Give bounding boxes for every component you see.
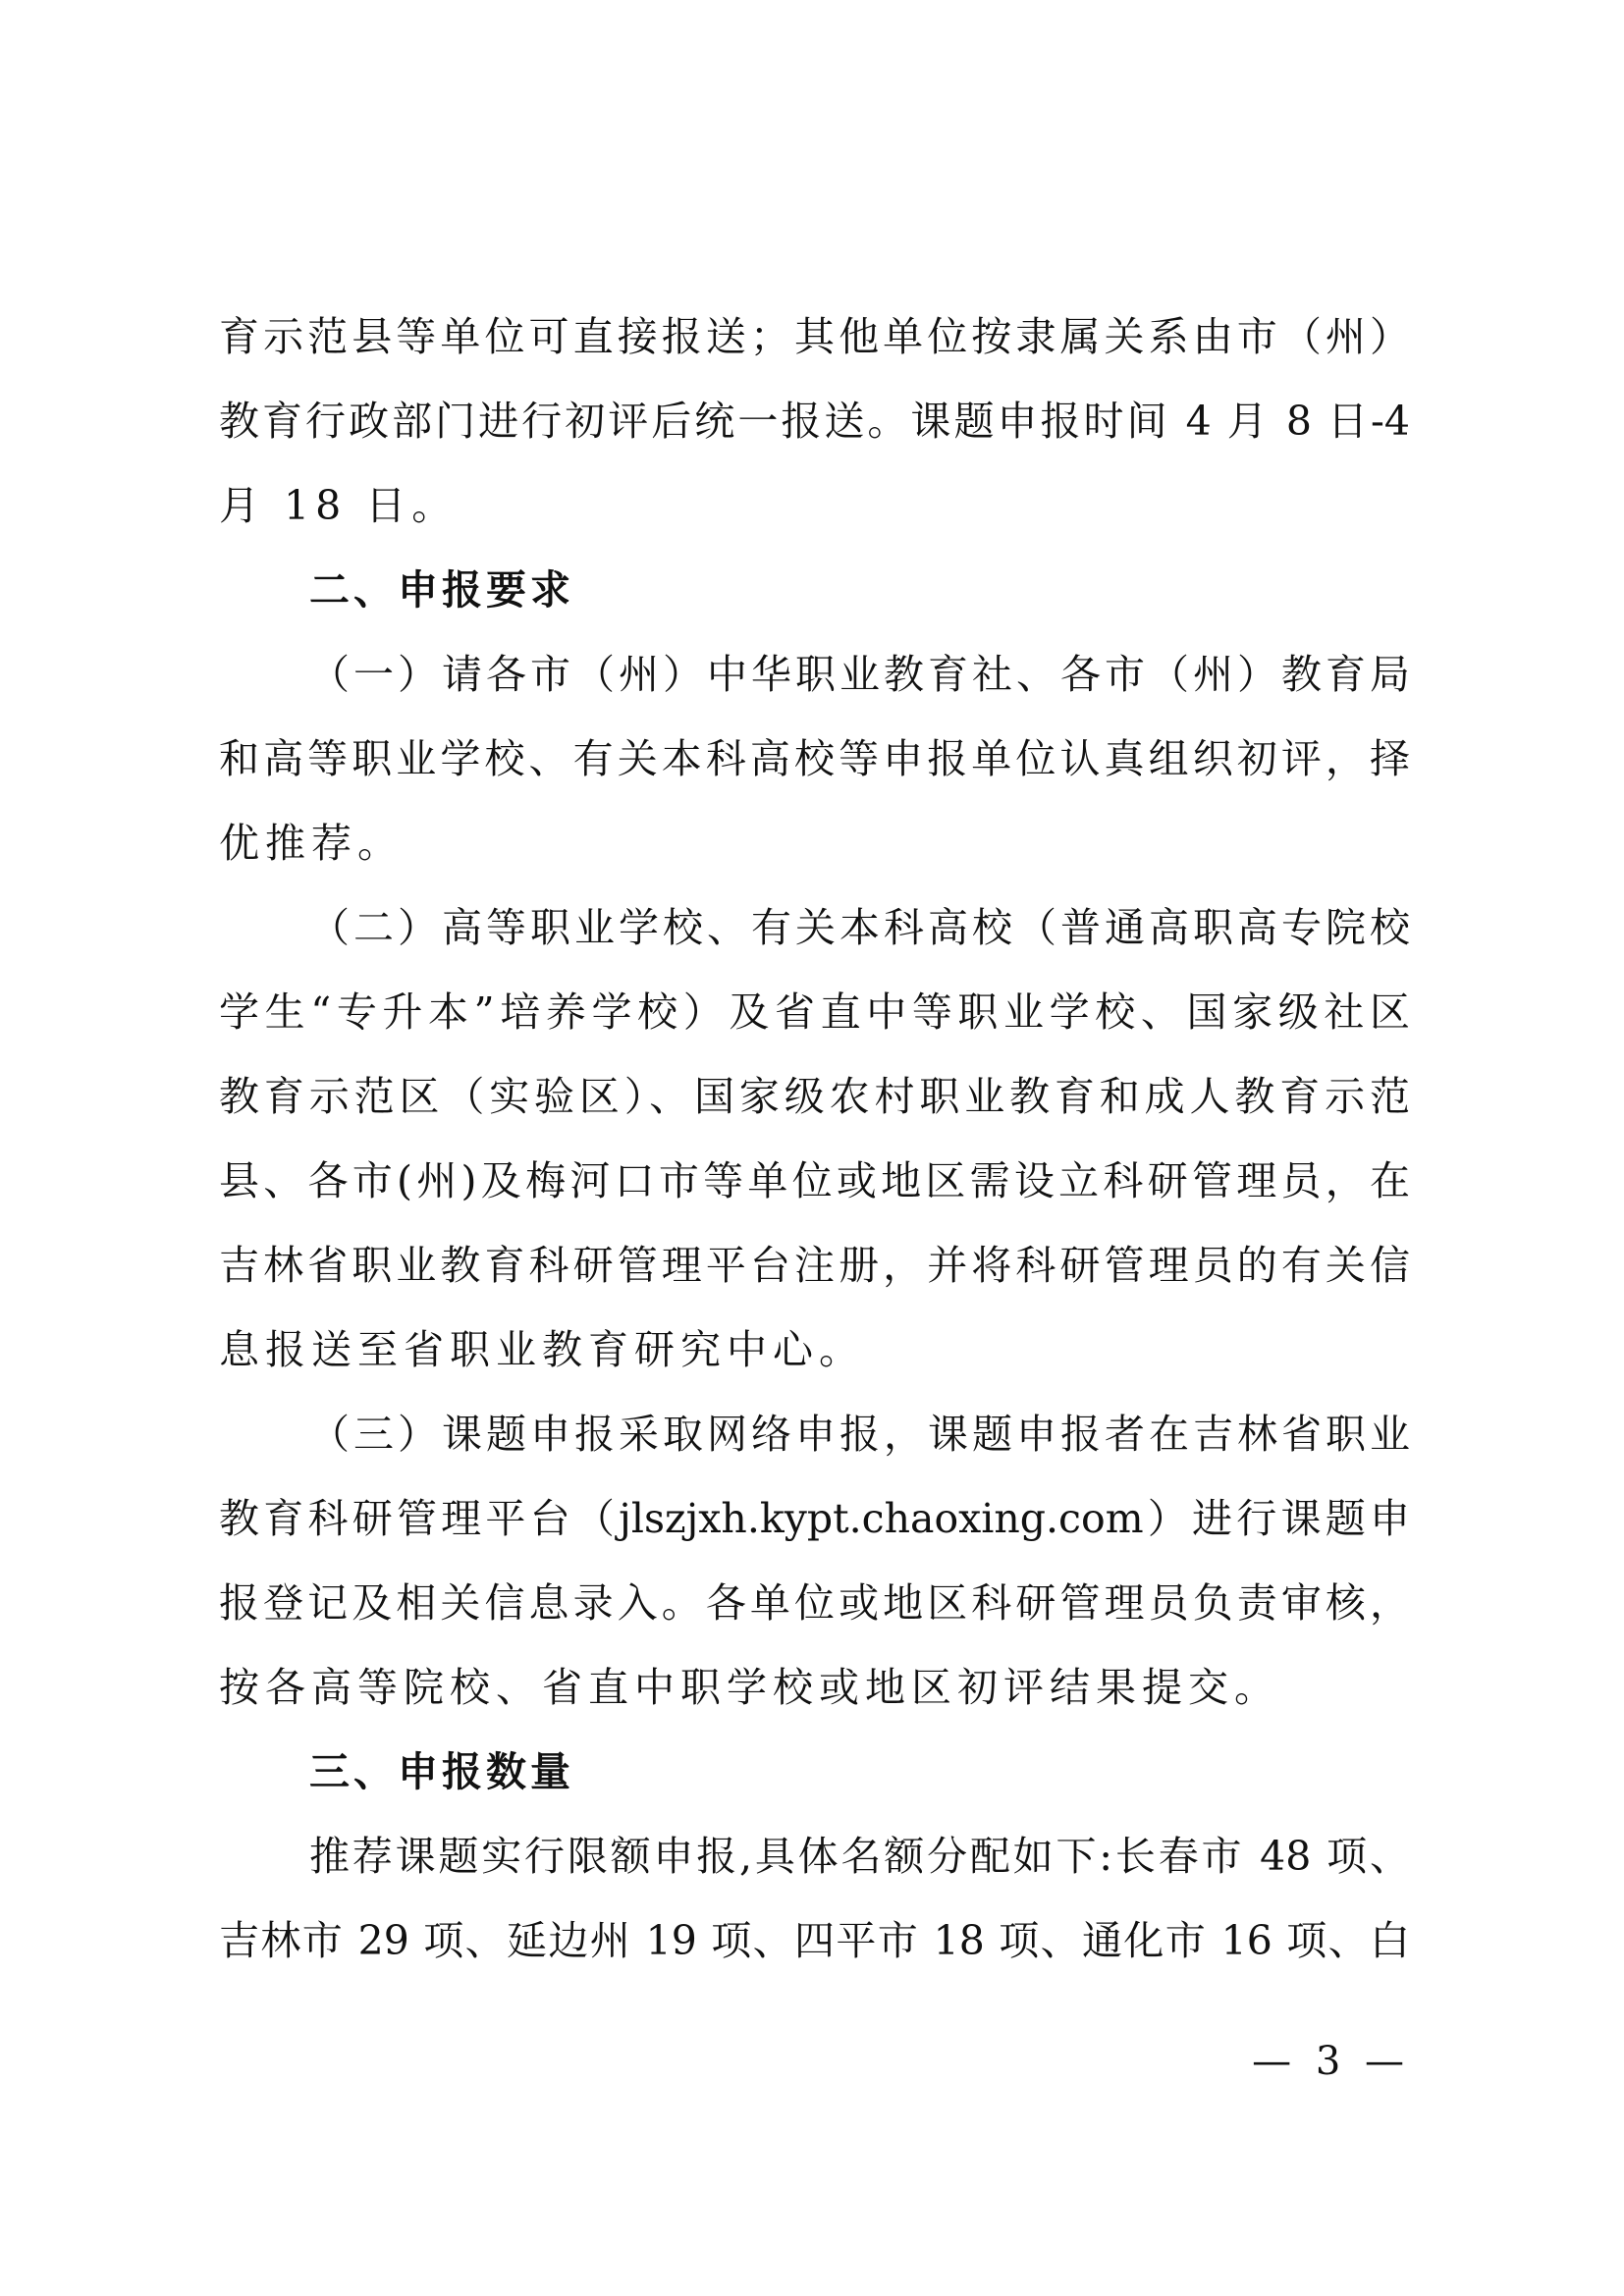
text-line: 月 18 日。 <box>219 482 459 529</box>
text-line: 息报送至省职业教育研究中心。 <box>219 1326 865 1373</box>
paragraph-first-line: （一）请各市（州）中华职业教育社、各市（州）教育局 <box>309 651 1410 698</box>
text-line: 教育示范区（实验区）、国家级农村职业教育和成人教育示范 <box>219 1073 1410 1120</box>
text-line: 吉林市 29 项、延边州 19 项、四平市 18 项、通化市 16 项、白 <box>219 1917 1410 1964</box>
text-line: 育示范县等单位可直接报送；其他单位按隶属关系由市（州） <box>219 313 1410 360</box>
body-text <box>219 294 1410 1983</box>
section-heading: 三、申报数量 <box>309 1748 574 1795</box>
text-line: 教育行政部门进行初评后统一报送。课题申报时间 4 月 8 日-4 <box>219 398 1410 445</box>
text-line: 学生“专升本”培养学校）及省直中等职业学校、国家级社区 <box>219 988 1410 1036</box>
text-line: 优推荐。 <box>219 820 404 867</box>
text-line: 教育科研管理平台（jlszjxh.kypt.chaoxing.com）进行课题申 <box>219 1495 1410 1542</box>
paragraph-first-line: （二）高等职业学校、有关本科高校（普通高职高专院校 <box>309 904 1410 951</box>
section-heading: 二、申报要求 <box>309 566 574 614</box>
text-line: 和高等职业学校、有关本科高校等申报单位认真组织初评，择 <box>219 735 1410 782</box>
text-line: 县、各市(州)及梅河口市等单位或地区需设立科研管理员，在 <box>219 1157 1410 1204</box>
text-line: 报登记及相关信息录入。各单位或地区科研管理员负责审核， <box>219 1579 1410 1627</box>
page-number: — 3 — <box>1252 2039 1410 2084</box>
paragraph-first-line: （三）课题申报采取网络申报，课题申报者在吉林省职业 <box>309 1411 1410 1458</box>
text-line: 吉林省职业教育科研管理平台注册，并将科研管理员的有关信 <box>219 1242 1410 1289</box>
paragraph-first-line: 推荐课题实行限额申报,具体名额分配如下:长春市 48 项、 <box>309 1833 1410 1880</box>
text-line: 按各高等院校、省直中职学校或地区初评结果提交。 <box>219 1664 1280 1711</box>
